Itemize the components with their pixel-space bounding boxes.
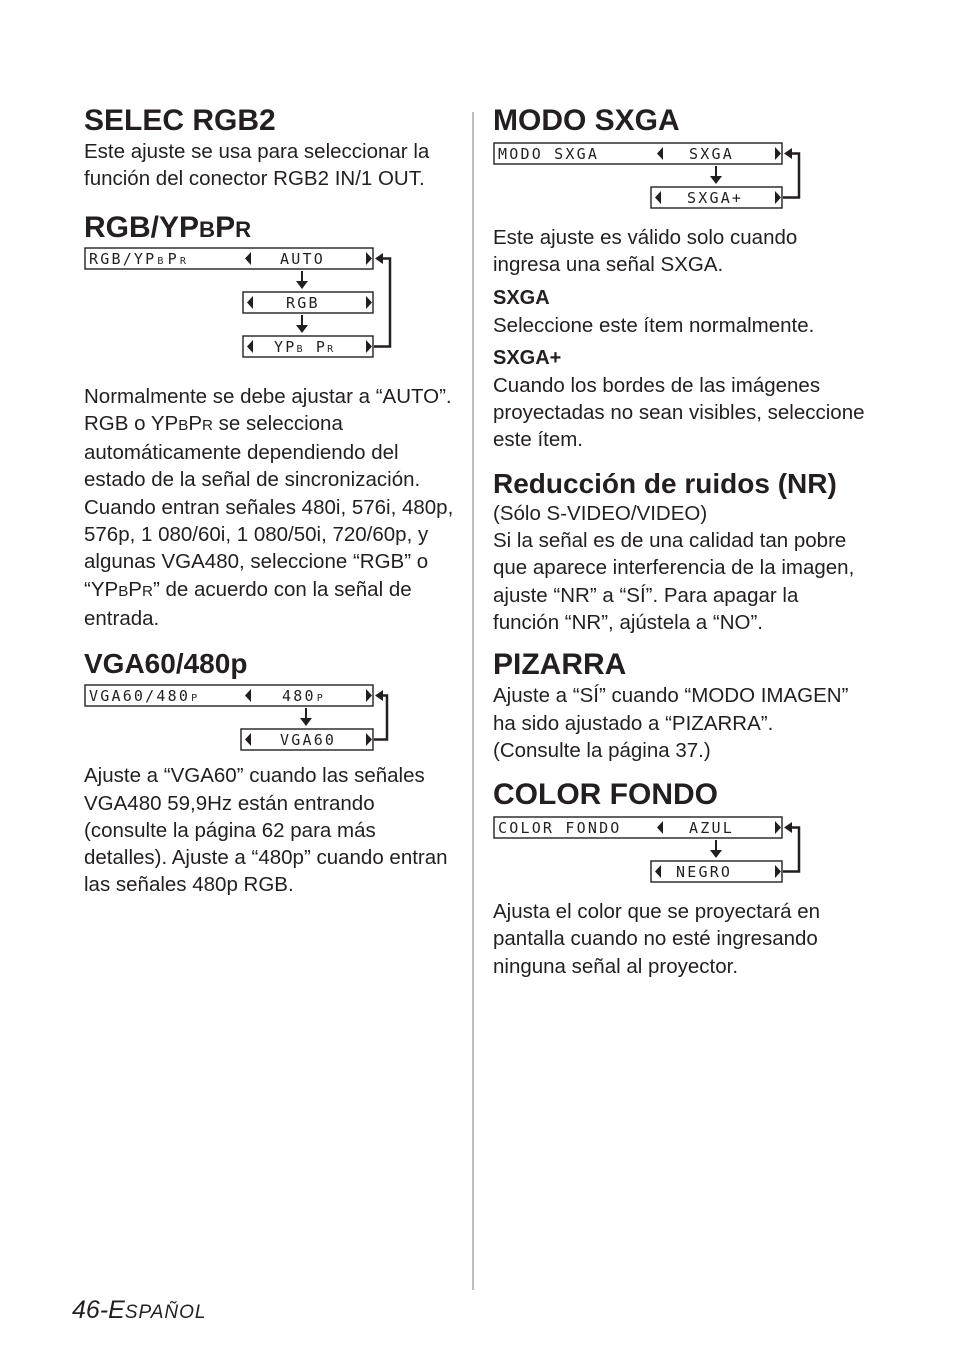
vga60-menu-diagram xyxy=(84,684,404,754)
right-arrow-icon xyxy=(366,733,372,746)
left-arrow-icon xyxy=(245,733,251,746)
page-footer xyxy=(72,1296,207,1325)
vga60-description: Ajuste a “VGA60” cuando las señales VGA480 59,9Hz están entrando (consulte la página 62 para más detalles). Ajuste a “480p” cuando entran las señales 480p RGB. xyxy=(84,764,448,897)
sxga-plus-description: Cuando los bordes de las imágenes proyectadas no sean visibles, seleccione este ítem. xyxy=(493,373,865,452)
heading-reduccion-ruidos: Reducción de ruidos (NR) xyxy=(493,467,837,499)
nr-description: Si la señal es de una calidad tan pobre que aparece interferencia de la imagen, ajuste “NR” a “SÍ”. Para apagar la función “NR”, ajústela a “NO”. xyxy=(493,529,855,634)
rgb-ypbpr-description: Normalmente se debe ajustar a “AUTO”. RGB o YPBPR se selecciona automáticamente dependiendo del estado de la señal de sincronización. Cuando entran señales 480i, 576i, 480p, 576p, 1 080/60i, 1 080/50i, 720/60p, y algunas VGA480, seleccione “RGB” o “YPBPR” de acuerdo con la señal de entrada. xyxy=(84,384,454,630)
loop-return-line xyxy=(374,696,387,740)
left-arrow-icon xyxy=(655,191,661,204)
loop-arrow-icon xyxy=(375,690,383,701)
down-arrow-icon xyxy=(296,281,308,289)
right-arrow-icon xyxy=(775,865,781,878)
option-azul: AZUL xyxy=(689,819,734,838)
right-column xyxy=(493,104,865,980)
left-arrow-icon xyxy=(247,340,253,353)
loop-arrow-icon xyxy=(784,822,792,833)
heading-color-fondo: COLOR FONDO xyxy=(493,778,718,812)
heading-rgb-ypbpr: RGB/YPBPR xyxy=(84,210,252,244)
left-arrow-icon xyxy=(655,865,661,878)
option-vga60: VGA60 xyxy=(280,731,337,750)
left-column xyxy=(84,104,454,899)
loop-arrow-icon xyxy=(375,253,383,264)
option-sxga: SXGA xyxy=(689,145,734,163)
sxga-subheading: SXGA xyxy=(493,286,550,309)
option-negro: NEGRO xyxy=(676,863,733,882)
menu-label-rgb-ypbpr: RGB/YPB PR xyxy=(89,249,189,268)
right-arrow-icon xyxy=(366,689,372,702)
left-arrow-icon xyxy=(657,147,663,160)
rgb-ypbpr-menu-diagram xyxy=(84,247,404,367)
option-auto: AUTO xyxy=(280,249,325,268)
left-arrow-icon xyxy=(657,821,663,834)
sxga-description: Seleccione este ítem normalmente. xyxy=(493,313,815,337)
right-arrow-icon xyxy=(366,340,372,353)
right-arrow-icon xyxy=(775,821,781,834)
menu-label-vga60: VGA60/480P xyxy=(89,687,200,706)
menu-label-modo-sxga: MODO SXGA xyxy=(498,145,600,163)
option-sxga-plus: SXGA+ xyxy=(687,189,744,207)
heading-vga60-480p: VGA60/480p xyxy=(84,648,248,680)
down-arrow-icon xyxy=(300,718,312,726)
page-number: 46- xyxy=(72,1296,109,1324)
menu-label-color-fondo: COLOR FONDO xyxy=(498,819,622,838)
heading-pizarra: PIZARRA xyxy=(493,648,627,682)
down-arrow-icon xyxy=(296,325,308,333)
left-arrow-icon xyxy=(245,252,251,265)
loop-return-line xyxy=(783,828,799,872)
option-ypbpr: YPB PR xyxy=(274,337,336,356)
selec-rgb2-description: Este ajuste se usa para seleccionar la función del conector RGB2 IN/1 OUT. xyxy=(84,140,430,191)
option-480p: 480P xyxy=(282,687,325,706)
right-arrow-icon xyxy=(366,296,372,309)
heading-selec-rgb2: SELEC RGB2 xyxy=(84,104,276,137)
left-arrow-icon xyxy=(247,296,253,309)
footer-lang-rest: SPAÑOL xyxy=(124,1302,207,1323)
sxga-plus-subheading: SXGA+ xyxy=(493,346,562,369)
loop-return-line xyxy=(783,154,799,198)
color-fondo-menu-diagram xyxy=(493,816,813,886)
footer-lang-initial: E xyxy=(108,1296,125,1324)
column-divider xyxy=(472,112,474,1290)
heading-modo-sxga: MODO SXGA xyxy=(493,104,680,137)
pizarra-description: Ajuste a “SÍ” cuando “MODO IMAGEN” ha sido ajustado a “PIZARRA”. (Consulte la página 37.) xyxy=(493,684,849,762)
loop-return-line xyxy=(374,258,390,346)
loop-arrow-icon xyxy=(784,148,792,159)
right-arrow-icon xyxy=(775,147,781,160)
nr-note: (Sólo S-VIDEO/VIDEO) xyxy=(493,501,708,525)
right-arrow-icon xyxy=(775,191,781,204)
option-rgb: RGB xyxy=(286,293,320,312)
down-arrow-icon xyxy=(710,850,722,858)
modo-sxga-description: Este ajuste es válido solo cuando ingresa una señal SXGA. xyxy=(493,226,798,277)
modo-sxga-menu-diagram xyxy=(493,142,813,212)
down-arrow-icon xyxy=(710,176,722,184)
left-arrow-icon xyxy=(245,689,251,702)
right-arrow-icon xyxy=(366,252,372,265)
color-fondo-description: Ajusta el color que se proyectará en pantalla cuando no esté ingresando ninguna señal al proyector. xyxy=(493,900,821,978)
